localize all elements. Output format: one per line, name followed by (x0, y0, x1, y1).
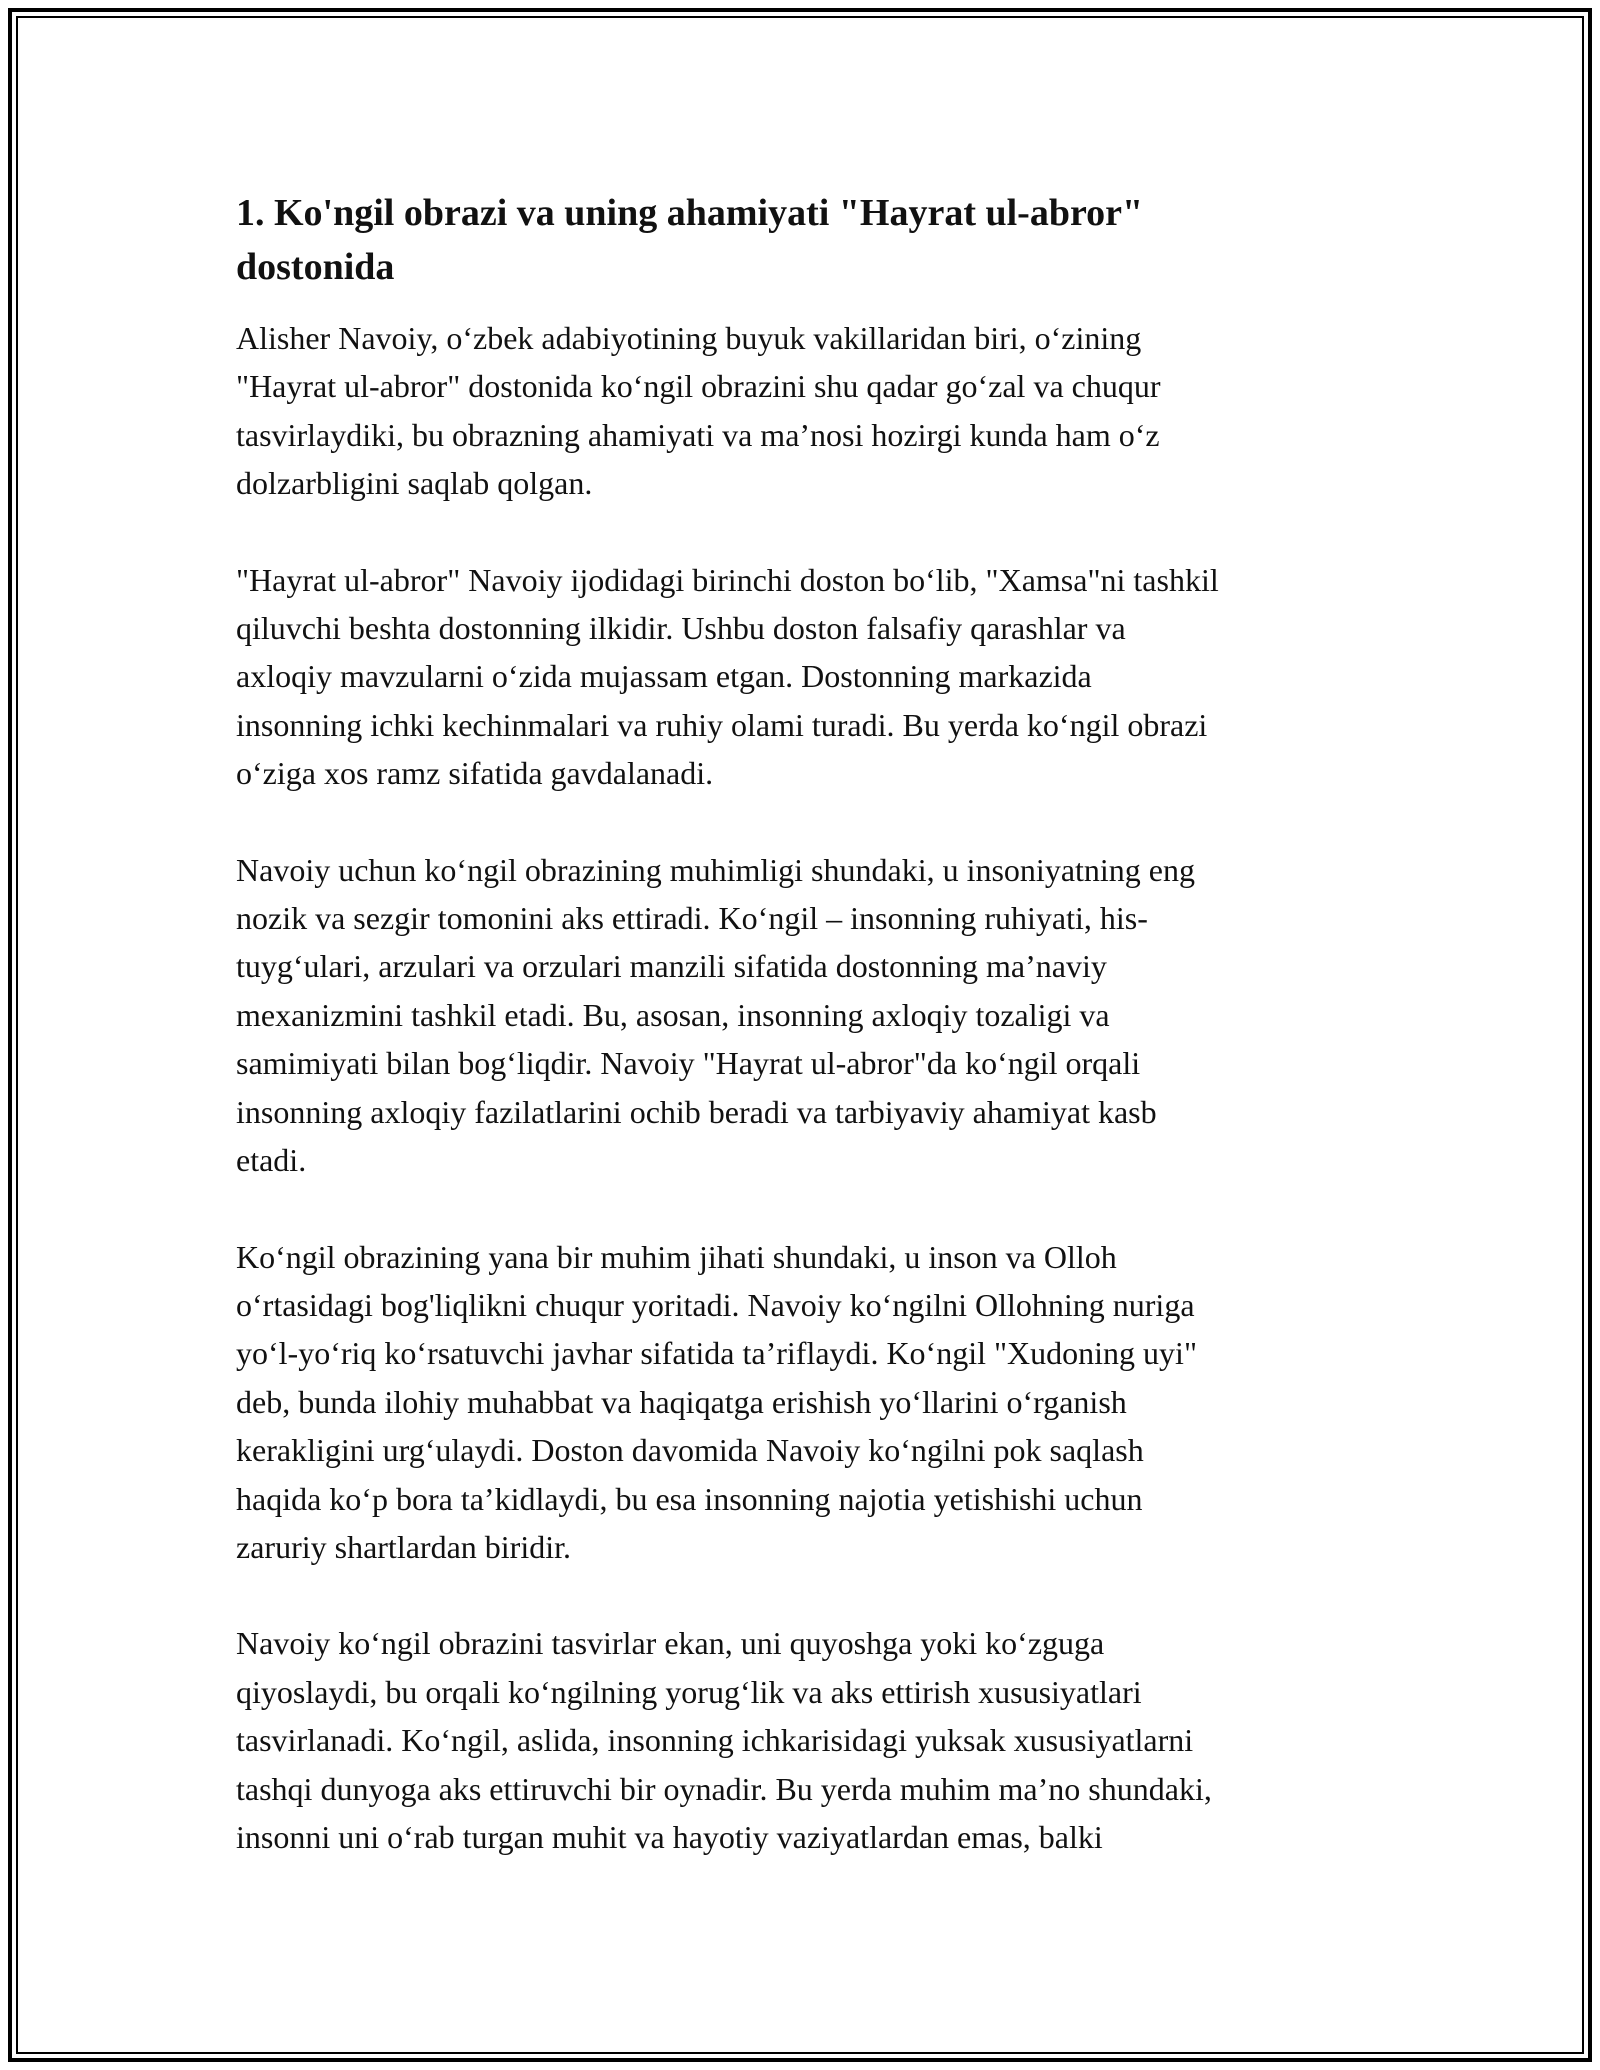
text-line: Navoiy ko‘ngil obrazini tasvirlar ekan, uni quyoshga yoki ko‘zguga (236, 1625, 1105, 1662)
text-line: Ko‘ngil obrazining yana bir muhim jihati shundaki, u inson va Olloh (236, 1238, 1117, 1275)
paragraph-3 (236, 846, 1364, 1185)
text-line: Alisher Navoiy, o‘zbek adabiyotining buyuk vakillaridan biri, o‘zining (236, 320, 1142, 356)
text-line: qiluvchi beshta dostonning ilkidir. Ushbu doston falsafiy qarashlar va (236, 610, 1126, 647)
document-body (236, 186, 1364, 1909)
paragraph-5 (236, 1619, 1364, 1861)
paragraph-2 (236, 556, 1364, 798)
text-line: kerakligini urg‘ulaydi. Doston davomida Navoiy ko‘ngilni pok saqlash (236, 1432, 1144, 1469)
text-line: yo‘l-yo‘riq ko‘rsatuvchi javhar sifatida ta’riflaydi. Ko‘ngil "Xudoning uyi" (236, 1335, 1197, 1372)
text-line: tuyg‘ulari, arzulari va orzulari manzili sifatida dostonning ma’naviy (236, 948, 1107, 985)
text-line: deb, bunda ilohiy muhabbat va haqiqatga erishish yo‘llarini o‘rganish (236, 1383, 1127, 1420)
text-line: "Hayrat ul-abror" dostonida ko‘ngil obrazini shu qadar go‘zal va chuqur (236, 368, 1161, 405)
text-line: o‘rtasidagi bog'liqlikni chuqur yoritadi. Navoiy ko‘ngilni Ollohning nuriga (236, 1286, 1195, 1323)
paragraph-4 (236, 1233, 1364, 1572)
section-title (236, 186, 1364, 294)
text-line: "Hayrat ul-abror" Navoiy ijodidagi birinchi doston bo‘lib, "Xamsa"ni tashkil (236, 561, 1219, 598)
paragraph-1 (236, 314, 1364, 508)
text-line: dolzarbligini saqlab qolgan. (236, 465, 593, 502)
text-line: mexanizmini tashkil etadi. Bu, asosan, insonning axloqiy tozaligi va (236, 996, 1110, 1033)
text-line: nozik va sezgir tomonini aks ettiradi. Ko‘ngil – insonning ruhiyati, his- (236, 900, 1148, 937)
text-line: insonni uni o‘rab turgan muhit va hayotiy vaziyatlardan emas, balki (236, 1818, 1103, 1855)
title-line: 1. Ko'ngil obrazi va uning ahamiyati "Hayrat ul-abror" (236, 192, 1144, 234)
text-line: tasvirlanadi. Ko‘ngil, aslida, insonning ichkarisidagi yuksak xususiyatlarni (236, 1722, 1194, 1759)
text-line: etadi. (236, 1142, 307, 1179)
text-line: samimiyati bilan bog‘liqdir. Navoiy "Hayrat ul-abror"da ko‘ngil orqali (236, 1045, 1141, 1082)
text-line: insonning ichki kechinmalari va ruhiy olami turadi. Bu yerda ko‘ngil obrazi (236, 706, 1208, 743)
text-line: Navoiy uchun ko‘ngil obrazining muhimligi shundaki, u insoniyatning eng (236, 851, 1195, 888)
text-line: zaruriy shartlardan biridir. (236, 1528, 571, 1565)
text-line: insonning axloqiy fazilatlarini ochib beradi va tarbiyaviy ahamiyat kasb (236, 1093, 1157, 1130)
title-line: dostonida (236, 246, 395, 288)
text-line: qiyoslaydi, bu orqali ko‘ngilning yorug‘lik va aks ettirish xususiyatlari (236, 1673, 1142, 1710)
text-line: axloqiy mavzularni o‘zida mujassam etgan. Dostonning markazida (236, 658, 1092, 695)
text-line: haqida ko‘p bora ta’kidlaydi, bu esa insonning najotia yetishishi uchun (236, 1480, 1143, 1517)
text-line: o‘ziga xos ramz sifatida gavdalanadi. (236, 755, 714, 792)
text-line: tashqi dunyoga aks ettiruvchi bir oynadir. Bu yerda muhim ma’no shundaki, (236, 1770, 1212, 1807)
text-line: tasvirlaydiki, bu obrazning ahamiyati va ma’nosi hozirgi kunda ham o‘z (236, 416, 1160, 453)
